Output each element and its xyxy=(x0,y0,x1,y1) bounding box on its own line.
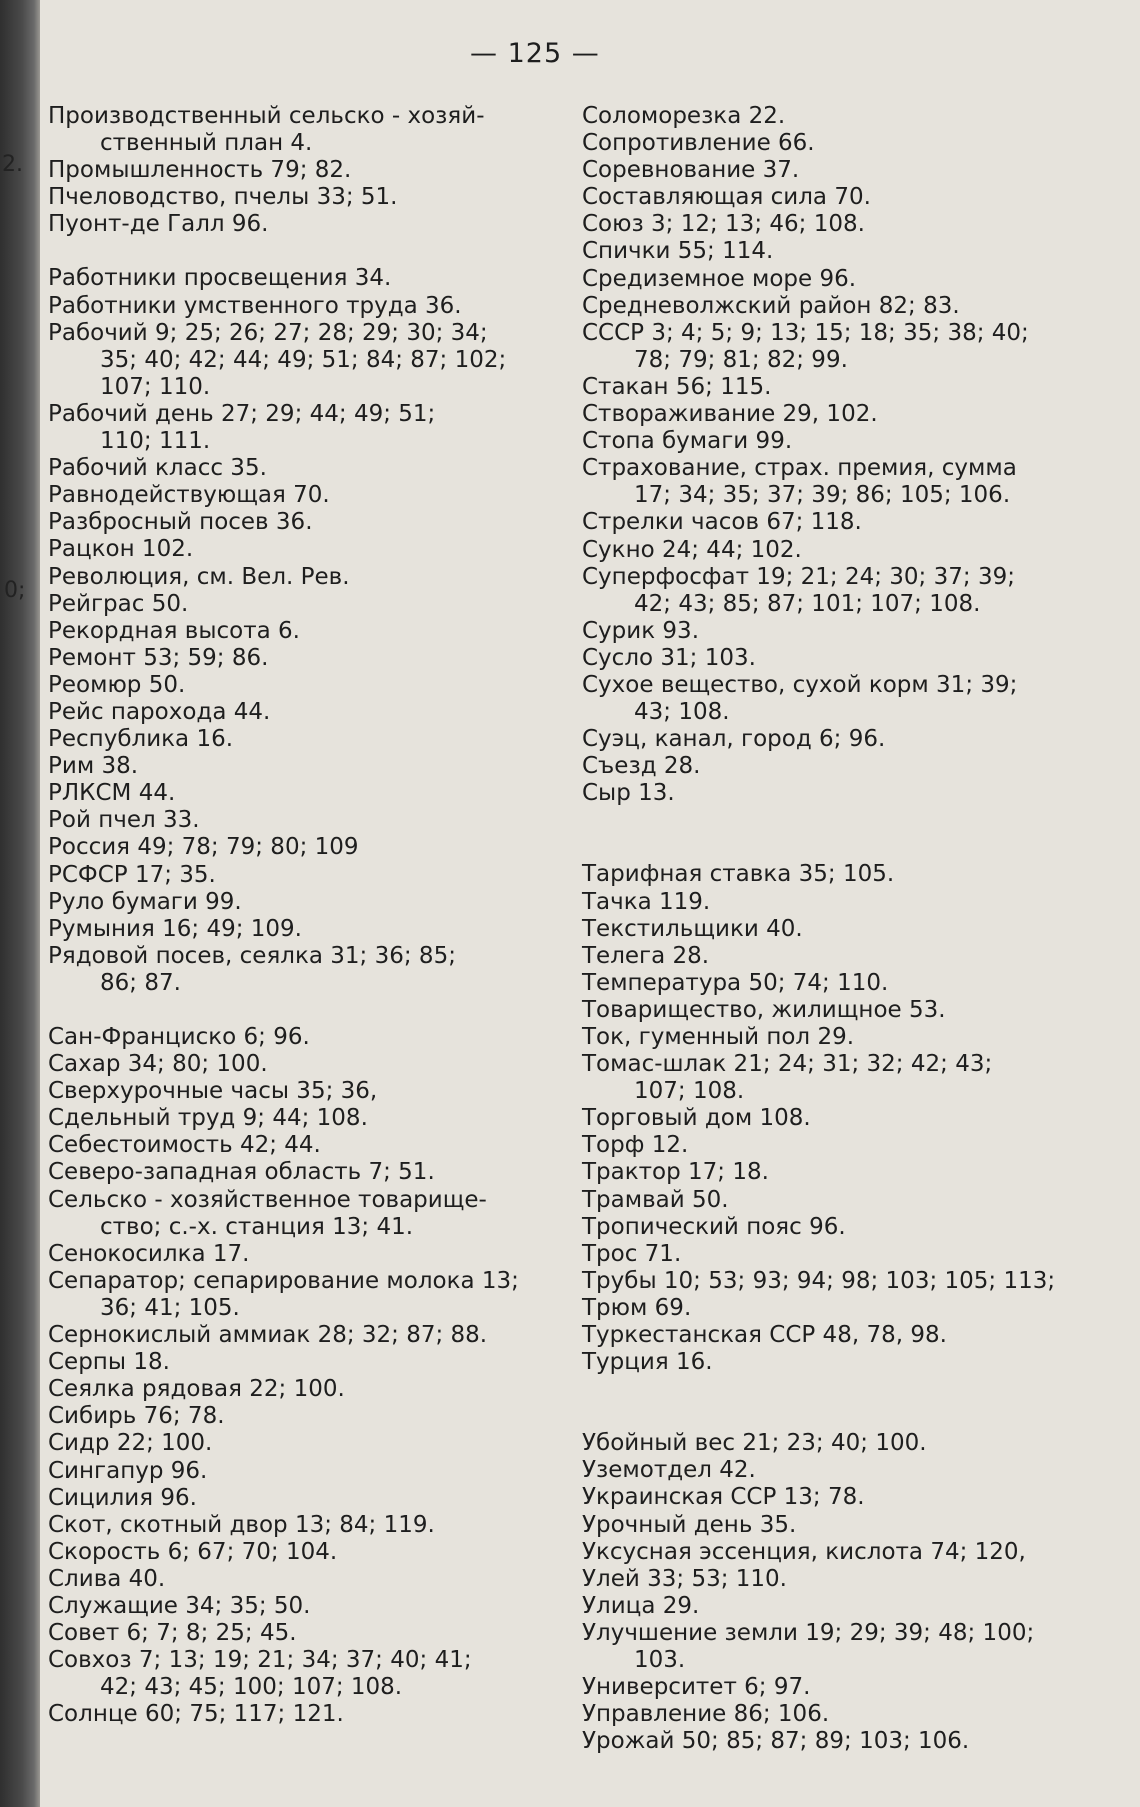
index-entry-text: Сернокислый аммиак 28; 32; 87; 88. xyxy=(48,1322,488,1349)
index-entry xyxy=(48,103,548,157)
index-entry xyxy=(48,1376,548,1403)
index-entry xyxy=(582,564,1082,618)
index-entry xyxy=(48,509,548,536)
index-entry-text: Румыния 16; 49; 109. xyxy=(48,915,302,942)
index-entry xyxy=(48,157,548,184)
index-entry-text: Урочный день 35. xyxy=(582,1511,797,1538)
index-entry-text: Улей 33; 53; 110. xyxy=(582,1565,787,1592)
index-entry xyxy=(582,1132,1082,1159)
index-entry-text: Сухое вещество, сухой корм 31; 39; xyxy=(582,671,1018,698)
index-entry xyxy=(48,807,548,834)
index-entry-text: Сопротивление 66. xyxy=(582,130,815,157)
index-entry-text: Страхование, страх. премия, сумма xyxy=(582,455,1017,482)
index-entry xyxy=(582,1484,1082,1511)
index-entry-text: Томас-шлак 21; 24; 31; 32; 42; 43; xyxy=(582,1051,993,1078)
index-entry-text: Сдельный труд 9; 44; 108. xyxy=(48,1105,368,1132)
page-number: — 125 — xyxy=(470,38,600,69)
index-entry xyxy=(48,672,548,699)
index-entry xyxy=(48,1647,548,1701)
index-entry xyxy=(48,293,548,320)
index-entry-text: Университет 6; 97. xyxy=(582,1674,811,1701)
index-entry xyxy=(48,1241,548,1268)
index-entry-text: Сингапур 96. xyxy=(48,1457,208,1484)
index-entry-text: Революция, см. Вел. Рев. xyxy=(48,563,350,590)
index-entry xyxy=(48,591,548,618)
index-entry xyxy=(582,618,1082,645)
index-entry xyxy=(582,916,1082,943)
index-entry-text: Рабочий 9; 25; 26; 27; 28; 29; 30; 34; xyxy=(48,319,488,346)
index-entry xyxy=(48,455,548,482)
index-entry xyxy=(582,645,1082,672)
index-entry xyxy=(582,1105,1082,1132)
index-entry-continuation: 103. xyxy=(634,1646,686,1673)
index-entry xyxy=(582,1295,1082,1322)
index-entry xyxy=(48,401,548,455)
index-entry-text: Скорость 6; 67; 70; 104. xyxy=(48,1538,338,1565)
index-entry xyxy=(582,293,1082,320)
index-entry-text: Товарищество, жилищное 53. xyxy=(582,996,946,1023)
index-entry-text: Стопа бумаги 99. xyxy=(582,428,793,455)
index-entry xyxy=(48,1105,548,1132)
index-entry xyxy=(48,564,548,591)
index-entry xyxy=(582,672,1082,726)
index-entry xyxy=(582,1701,1082,1728)
index-entry xyxy=(48,1403,548,1430)
index-entry xyxy=(48,1620,548,1647)
index-entry-text: Совхоз 7; 13; 19; 21; 34; 37; 40; 41; xyxy=(48,1647,472,1674)
index-entry-text: Себестоимость 42; 44. xyxy=(48,1132,321,1159)
margin-mark-top: 2. xyxy=(2,152,23,177)
index-entry-continuation: 42; 43; 85; 87; 101; 107; 108. xyxy=(634,590,981,617)
index-entry-text: Спички 55; 114. xyxy=(582,238,774,265)
index-entry xyxy=(582,726,1082,753)
index-entry-text: Уземотдел 42. xyxy=(582,1457,756,1484)
index-entry-text: СССР 3; 4; 5; 9; 13; 15; 18; 35; 38; 40; xyxy=(582,319,1029,346)
index-entry-text: Улица 29. xyxy=(582,1592,700,1619)
index-entry-text: Промышленность 79; 82. xyxy=(48,157,352,184)
index-entry xyxy=(48,320,548,401)
index-entry-text: Составляющая сила 70. xyxy=(582,184,871,211)
index-entry-continuation: 36; 41; 105. xyxy=(100,1294,240,1321)
index-entry-text: Трактор 17; 18. xyxy=(582,1159,769,1186)
index-entry xyxy=(48,1566,548,1593)
index-entry xyxy=(48,618,548,645)
index-entry-text: Республика 16. xyxy=(48,726,234,753)
index-entry-text: Производственный сельско - хозяй- xyxy=(48,103,485,129)
index-entry-text: Суперфосфат 19; 21; 24; 30; 37; 39; xyxy=(582,563,1015,590)
index-column-right xyxy=(582,103,1082,1755)
index-entry-text: Пуонт-де Галл 96. xyxy=(48,211,269,238)
index-entry-text: Сахар 34; 80; 100. xyxy=(48,1051,268,1078)
index-entry xyxy=(582,1051,1082,1105)
index-entry xyxy=(48,1024,548,1051)
index-entry-text: Сверхурочные часы 35; 36, xyxy=(48,1078,378,1105)
index-entry-text: Рейграс 50. xyxy=(48,590,189,617)
index-entry xyxy=(48,916,548,943)
index-entry-text: Руло бумаги 99. xyxy=(48,888,242,915)
index-entry-text: Стакан 56; 115. xyxy=(582,373,772,400)
index-entry-text: Туркестанская ССР 48, 78, 98. xyxy=(582,1322,947,1349)
index-entry-text: Сицилия 96. xyxy=(48,1484,197,1511)
index-entry-text: Союз 3; 12; 13; 46; 108. xyxy=(582,211,865,238)
index-entry-continuation: 17; 34; 35; 37; 39; 86; 105; 106. xyxy=(634,482,1011,509)
index-entry-text: Турция 16. xyxy=(582,1349,713,1376)
index-entry-text: Торф 12. xyxy=(582,1132,689,1159)
index-entry-text: Суэц, канал, город 6; 96. xyxy=(582,726,886,753)
index-entry-text: Работники просвещения 34. xyxy=(48,265,392,292)
index-entry-continuation: 78; 79; 81; 82; 99. xyxy=(634,346,848,373)
index-entry-text: Управление 86; 106. xyxy=(582,1701,830,1728)
index-entry-continuation: 107; 110. xyxy=(100,373,211,400)
index-entry xyxy=(48,862,548,889)
index-entry xyxy=(582,1512,1082,1539)
index-entry-text: Россия 49; 78; 79; 80; 109 xyxy=(48,834,359,861)
index-entry xyxy=(48,1322,548,1349)
index-entry-text: Серпы 18. xyxy=(48,1349,170,1376)
index-entry xyxy=(48,699,548,726)
index-entry-text: Сепаратор; сепарирование молока 13; xyxy=(48,1267,519,1294)
index-entry-text: Трамвай 50. xyxy=(582,1186,729,1213)
index-entry xyxy=(582,401,1082,428)
index-entry-text: Служащие 34; 35; 50. xyxy=(48,1592,311,1619)
index-entry-text: Рекордная высота 6. xyxy=(48,617,300,644)
index-entry xyxy=(48,1187,548,1241)
index-entry xyxy=(582,320,1082,374)
index-entry-text: Сидр 22; 100. xyxy=(48,1430,213,1457)
index-entry-text: Убойный вес 21; 23; 40; 100. xyxy=(582,1430,927,1457)
index-entry xyxy=(582,970,1082,997)
index-entry xyxy=(582,780,1082,807)
index-entry-text: Тарифная ставка 35; 105. xyxy=(582,861,895,888)
index-entry xyxy=(582,1620,1082,1674)
index-entry xyxy=(582,266,1082,293)
index-entry xyxy=(48,753,548,780)
index-entry-text: Рацкон 102. xyxy=(48,536,194,563)
index-entry-text: Рабочий класс 35. xyxy=(48,455,267,482)
index-entry-text: Разбросный посев 36. xyxy=(48,509,313,536)
index-entry xyxy=(582,997,1082,1024)
index-entry xyxy=(582,238,1082,265)
index-entry-text: Реомюр 50. xyxy=(48,671,186,698)
index-entry-text: Температура 50; 74; 110. xyxy=(582,969,889,996)
section-gap xyxy=(582,1376,1082,1403)
index-entry-text: Сан-Франциско 6; 96. xyxy=(48,1024,310,1050)
index-entry-text: Северо-западная область 7; 51. xyxy=(48,1159,435,1186)
index-entry xyxy=(48,889,548,916)
index-entry xyxy=(582,537,1082,564)
index-entry xyxy=(582,1322,1082,1349)
index-entry-text: Средиземное море 96. xyxy=(582,265,857,292)
index-entry xyxy=(48,1051,548,1078)
index-entry xyxy=(582,130,1082,157)
index-entry-text: Совет 6; 7; 8; 25; 45. xyxy=(48,1620,297,1647)
section-gap xyxy=(48,997,548,1024)
index-entry-text: Тропический пояс 96. xyxy=(582,1213,846,1240)
section-gap xyxy=(582,834,1082,861)
index-entry xyxy=(582,157,1082,184)
section-gap xyxy=(582,807,1082,834)
index-entry-text: Тачка 119. xyxy=(582,888,711,915)
index-entry xyxy=(48,645,548,672)
index-entry-continuation: 110; 111. xyxy=(100,428,211,455)
index-entry xyxy=(582,1187,1082,1214)
index-entry xyxy=(582,1024,1082,1051)
index-entry xyxy=(582,1268,1082,1295)
index-entry xyxy=(48,265,548,292)
index-entry-text: Сусло 31; 103. xyxy=(582,644,756,671)
index-entry-text: Средневолжский район 82; 83. xyxy=(582,292,960,319)
index-entry-text: Трос 71. xyxy=(582,1240,682,1267)
index-entry-text: Украинская ССР 13; 78. xyxy=(582,1484,865,1511)
index-entry-text: Трубы 10; 53; 93; 94; 98; 103; 105; 113; xyxy=(582,1267,1056,1294)
index-entry xyxy=(48,834,548,861)
index-entry-text: Слива 40. xyxy=(48,1565,166,1592)
index-entry-text: Сенокосилка 17. xyxy=(48,1240,250,1267)
index-entry-text: РЛКСМ 44. xyxy=(48,780,176,807)
index-entry-continuation: 43; 108. xyxy=(634,699,730,726)
index-entry xyxy=(48,780,548,807)
index-entry xyxy=(582,374,1082,401)
index-entry xyxy=(582,428,1082,455)
index-entry-text: РСФСР 17; 35. xyxy=(48,861,216,888)
index-entry-continuation: ственный план 4. xyxy=(100,130,313,157)
index-entry xyxy=(48,1512,548,1539)
index-entry-text: Солнце 60; 75; 117; 121. xyxy=(48,1701,344,1728)
index-entry xyxy=(582,211,1082,238)
index-entry xyxy=(582,509,1082,536)
index-entry-text: Урожай 50; 85; 87; 89; 103; 106. xyxy=(582,1728,970,1755)
index-entry xyxy=(582,889,1082,916)
index-entry-text: Ток, гуменный пол 29. xyxy=(582,1024,855,1050)
index-entry xyxy=(48,1539,548,1566)
section-gap xyxy=(48,238,548,265)
index-entry-text: Рейс парохода 44. xyxy=(48,698,271,725)
index-entry-text: Улучшение земли 19; 29; 39; 48; 100; xyxy=(582,1619,1035,1646)
index-entry xyxy=(48,726,548,753)
index-entry xyxy=(48,1485,548,1512)
index-entry-text: Работники умственного труда 36. xyxy=(48,292,462,319)
index-entry xyxy=(582,1457,1082,1484)
index-entry xyxy=(48,1268,548,1322)
index-entry-text: Трюм 69. xyxy=(582,1294,692,1321)
index-entry xyxy=(48,943,548,997)
index-column-left xyxy=(48,103,548,1728)
index-entry-text: Сибирь 76; 78. xyxy=(48,1403,225,1430)
index-entry-text: Сельско - хозяйственное товарище- xyxy=(48,1186,487,1213)
index-entry xyxy=(48,1458,548,1485)
index-entry-text: Сукно 24; 44; 102. xyxy=(582,536,802,563)
index-entry xyxy=(48,1349,548,1376)
index-entry xyxy=(48,1701,548,1728)
index-entry xyxy=(48,1430,548,1457)
index-entry xyxy=(48,211,548,238)
index-entry xyxy=(48,1132,548,1159)
index-entry-text: Торговый дом 108. xyxy=(582,1105,811,1132)
index-entry-text: Соломорезка 22. xyxy=(582,103,786,129)
index-entry xyxy=(582,1566,1082,1593)
index-entry xyxy=(582,1539,1082,1566)
index-entry-text: Рядовой посев, сеялка 31; 36; 85; xyxy=(48,942,456,969)
index-entry-continuation: 35; 40; 42; 44; 49; 51; 84; 87; 102; xyxy=(100,346,507,373)
index-entry-text: Рабочий день 27; 29; 44; 49; 51; xyxy=(48,400,436,427)
index-entry xyxy=(582,1674,1082,1701)
index-entry-text: Уксусная эссенция, кислота 74; 120, xyxy=(582,1538,1026,1565)
index-entry xyxy=(48,1593,548,1620)
index-entry-text: Скот, скотный двор 13; 84; 119. xyxy=(48,1511,435,1538)
index-entry xyxy=(582,1430,1082,1457)
index-entry xyxy=(582,1728,1082,1755)
index-entry-text: Соревнование 37. xyxy=(582,157,800,184)
index-entry-text: Сеялка рядовая 22; 100. xyxy=(48,1376,345,1403)
index-entry xyxy=(582,1593,1082,1620)
margin-mark-middle: 0; xyxy=(4,578,26,603)
index-entry xyxy=(582,753,1082,780)
index-entry-text: Равнодействующая 70. xyxy=(48,482,330,509)
index-entry-continuation: ство; с.-х. станция 13; 41. xyxy=(100,1213,414,1240)
index-entry xyxy=(582,1241,1082,1268)
index-entry xyxy=(582,1159,1082,1186)
book-binding-shadow xyxy=(0,0,40,1807)
index-entry xyxy=(48,1078,548,1105)
index-entry-text: Пчеловодство, пчелы 33; 51. xyxy=(48,184,398,211)
index-entry-text: Съезд 28. xyxy=(582,753,701,780)
index-entry xyxy=(582,184,1082,211)
index-entry xyxy=(48,184,548,211)
index-entry xyxy=(48,1159,548,1186)
index-entry-continuation: 86; 87. xyxy=(100,969,181,996)
index-entry-continuation: 107; 108. xyxy=(634,1078,745,1105)
index-entry-text: Сыр 13. xyxy=(582,780,675,807)
index-entry-text: Текстильщики 40. xyxy=(582,915,803,942)
index-entry-text: Стрелки часов 67; 118. xyxy=(582,509,862,536)
index-entry-text: Рой пчел 33. xyxy=(48,807,200,834)
index-entry xyxy=(582,1349,1082,1376)
index-entry xyxy=(582,103,1082,130)
index-entry xyxy=(582,943,1082,970)
index-entry-continuation: 42; 43; 45; 100; 107; 108. xyxy=(100,1674,403,1701)
index-entry-text: Сурик 93. xyxy=(582,617,699,644)
index-entry-text: Рим 38. xyxy=(48,753,139,780)
index-entry xyxy=(48,536,548,563)
index-entry-text: Телега 28. xyxy=(582,942,710,969)
index-entry xyxy=(582,1214,1082,1241)
index-entry-text: Створаживание 29, 102. xyxy=(582,401,878,428)
index-entry xyxy=(582,861,1082,888)
index-entry xyxy=(582,455,1082,509)
index-entry xyxy=(48,482,548,509)
index-entry-text: Ремонт 53; 59; 86. xyxy=(48,644,269,671)
section-gap xyxy=(582,1403,1082,1430)
